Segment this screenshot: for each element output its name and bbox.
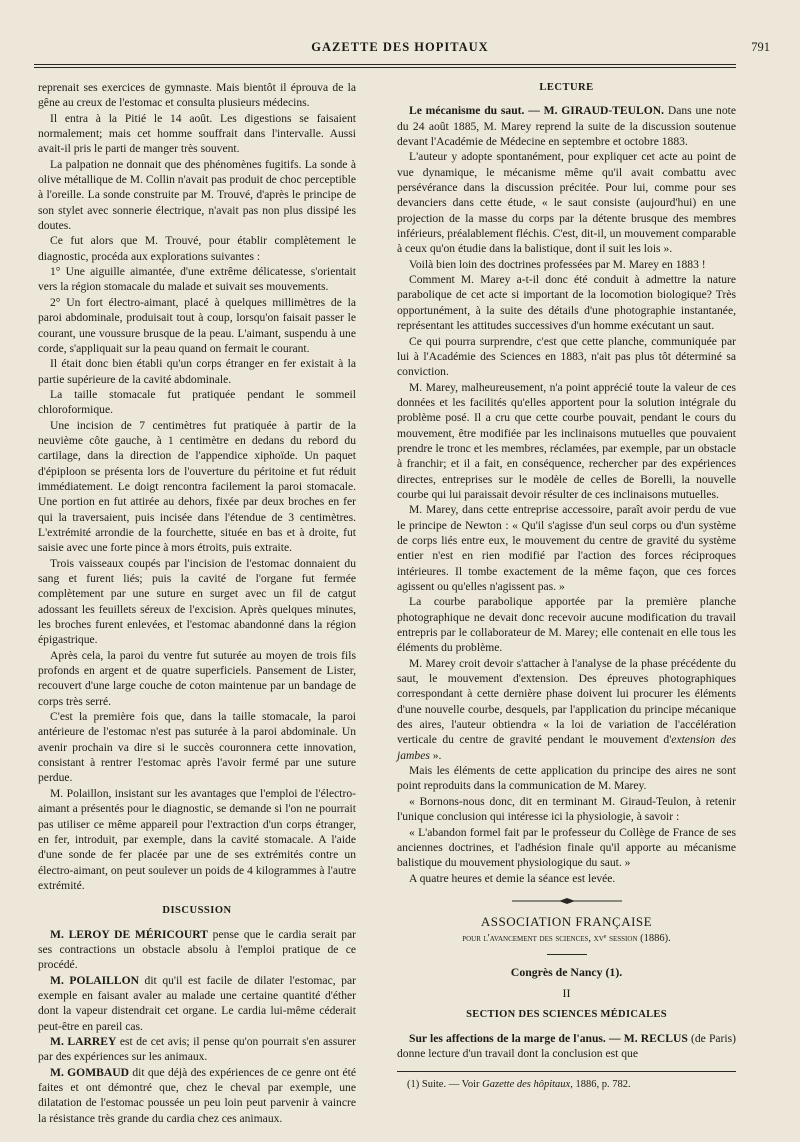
paragraph: Après cela, la paroi du ventre fut suturée au moyen de trois fils profonds en argent et de quatre superficiels. Pansement de Lister, recouvert d'une large couche de coton maintenue par un bandage de corps très serré. [38, 648, 356, 708]
paragraph: M. Polaillon, insistant sur les avantages que l'emploi de l'électro-aimant a présentés pour le diagnostic, se demande si l'on ne pourrait pas utiliser ce même appareil pour l'extraction d'un corps étranger, en fer, introduit, par exemple, dans la cavité stomacale. A l'aide d'une sonde de fer placée par une de ses extrémités contre un électro-aimant, on peut soulever un poids de 4 kilogrammes à l'autre extrémité. [38, 786, 356, 892]
left-column [38, 80, 356, 1126]
paragraph: M. Marey, malheureusement, n'a point apprécié toute la valeur de ces données et les facilités qu'elles apportent pour la solution intégrale du problème posé. Il a cru que cette courbe pouvait, pendant le cours du mouvement, être modifiée par les inclinaisons mutuelles que pouvaient prendre le tronc et les membres, réclamées, par exemple, par un obstacle à franchir; et il a fait, en conséquence, rechercher par des expériences directes, entreprises sur le modèle de celles de Borelli, la nouvelle courbe qui lui paraissait devoir résulter de ces inclinaisons mutuelles. [397, 380, 736, 501]
section-title: SECTION DES SCIENCES MÉDICALES [466, 1009, 667, 1021]
footnote-rule [397, 1071, 736, 1072]
discussion-text: est de cet avis; il pense qu'on pourrait s'en assurer par des expériences sur les animaux. [38, 1034, 356, 1064]
running-head: GAZETTE DES HOPITAUX [311, 40, 489, 54]
final-text: (de Paris) donne lecture d'un travail dont la conclusion est que [397, 1031, 737, 1060]
association-title: ASSOCIATION FRANÇAISE [480, 913, 653, 929]
header-rule-bottom [34, 67, 736, 68]
discussion-entry [38, 927, 356, 973]
discussion-heading: DISCUSSION [162, 905, 232, 917]
discussion-text: pense que le cardia serait par ses contractions un obstacle absolu à l'emploi pratique de ce procédé. [38, 927, 356, 972]
lecture-intro [397, 103, 736, 149]
speaker-name: M. POLAILLON [50, 973, 139, 987]
ornament-divider [512, 898, 622, 904]
paragraph-with-italic [397, 656, 736, 763]
final-title: Sur les affections de la marge de l'anus. — M. RECLUS [409, 1031, 688, 1045]
section-number: II [562, 985, 571, 1000]
paragraph-tail: ». [429, 748, 442, 762]
paragraph: A quatre heures et demie la séance est levée. [409, 871, 616, 885]
discussion-text: dit que déjà des expériences de ce genre ont été faites et ont démontré que, chez le cheval par exemple, une dilatation de l'estomac poussée un peu loin peut parvenir à vaincre la résistance très grande du cardia chez ces animaux. [38, 1065, 356, 1125]
paragraph: Ce fut alors que M. Trouvé, pour établir complètement le diagnostic, procéda aux explorations suivantes : [38, 234, 356, 263]
paragraph: 2° Un fort électro-aimant, placé à quelques millimètres de la paroi abdominale, produisait tout à coup, lorsqu'on faisait passer le courant, une voussure brusque de la peau. L'aimant, suspendu à une corde, s'appliquait sur la peau quand on fermait le courant. [38, 295, 356, 355]
right-column [397, 80, 736, 1093]
paragraph: « L'abandon formel fait par le professeur du Collège de France de ses anciennes doctrines, et l'adhésion finale qu'il apporte au mécanisme balistique du mouvement physiologique du saut. » [397, 825, 736, 870]
paragraph: Comment M. Marey a-t-il donc été conduit à admettre la nature parabolique de cet acte si important de la locomotion biologique? Très opportunément, à la suite des détails d'une photographie instantanée, représentant les attitudes successives d'un homme exécutant un saut. [397, 273, 736, 333]
discussion-entry [38, 1034, 356, 1065]
paragraph-text: M. Marey croit devoir s'attacher à l'analyse de la phase précédente du saut, le mouvement d'extension. Des épreuves photographiques correspondant à cette dernière phase doivent lui procurer les éléments d'une nouvelle courbe, desquels, par l'application du principe mécanique des aires, l'auteur obtiendra « la loi de variation de l'accélération verticale du centre de gravité pendant le mouvement d' [397, 656, 736, 747]
paragraph: C'est la première fois que, dans la taille stomacale, la paroi antérieure de l'estomac n'est pas suturée à la paroi abdominale. Un avenir prochain va dire si le succès couronnera cette innovation, consistant à rentrer l'estomac après l'avoir fermé par une suture perdue. [38, 710, 356, 785]
footnote-lead: (1) Suite. — Voir [407, 1079, 483, 1091]
paragraph: La palpation ne donnait que des phénomènes fugitifs. La sonde à olive métallique de M. Collin n'avait pas produit de choc perceptible à l'oreille. La sonde construite par M. Trouvé, d'après le principe de son stylet avec sonnerie électrique, n'avait pas non plus dissipé les doutes. [38, 157, 356, 233]
paragraph: Ce qui pourra surprendre, c'est que cette planche, communiquée par lui à l'Académie des Sciences en 1883, n'ait pas plus tôt déterminé sa conviction. [397, 334, 736, 379]
italic-phrase: extension des jambes [397, 733, 736, 762]
paragraph: 1° Une aiguille aimantée, d'une extrême délicatesse, s'orientait vers la région stomacale du malade et suivait ses mouvements. [38, 265, 356, 294]
paragraph: La taille stomacale fut pratiquée pendant le sommeil chloroformique. [38, 387, 356, 417]
footnote [397, 1077, 736, 1092]
speaker-name: M. LEROY DE MÉRICOURT [50, 927, 208, 941]
lecture-title: Le mécanisme du saut. — M. GIRAUD-TEULON. [409, 104, 665, 118]
paragraph: Trois vaisseaux coupés par l'incision de l'estomac donnaient du sang et furent liés; puis la cavité de l'organe fut fermée complètement par une suture en surget avec un fil de catgut adossant les feuillets séreux de l'excision. Après quelques minutes, les broches furent enlevées, et l'estomac abandonné dans la région épigastrique. [38, 556, 356, 647]
paragraph: Il entra à la Pitié le 14 août. Les digestions se faisaient normalement; mais cet homme souffrait dans l'intervalle. Aussi avait-il pris le parti de manger très souvent. [38, 111, 356, 156]
lecture-heading: LECTURE [539, 82, 594, 93]
speaker-name: M. GOMBAUD [50, 1065, 129, 1079]
short-rule [547, 954, 587, 955]
paragraph: Il était donc bien établi qu'un corps étranger en fer existait à la partie supérieure de la cavité abdominale. [38, 357, 356, 386]
paragraph: M. Marey, dans cette entreprise accessoire, paraît avoir perdu de vue le principe de Newton : « Qu'il s'agisse d'un seul corps ou d'un système de corps liés entre eux, le mouvement du centre de gravité du système entier n'est en rien modifié par l'action des forces réciproques intérieures. Il tombe exactement de la même façon, que ces forces agissent ou qu'elles n'agissent pas. » [397, 503, 736, 593]
page-number: 791 [751, 40, 770, 54]
congres-title: Congrès de Nancy (1). [510, 964, 623, 979]
speaker-name: M. LARREY [50, 1034, 117, 1048]
paragraph: reprenait ses exercices de gymnaste. Mais bientôt il éprouva de la gêne au creux de l'estomac et consulta plusieurs médecins. [38, 81, 356, 110]
header-rule-top [34, 64, 736, 65]
paragraph: L'auteur y adopte spontanément, pour expliquer cet acte au point de vue dynamique, le mécanisme même qu'il avait combattu avec persévérance dans la discussion précitée. Pour lui, comme pour ses devanciers dans cette étude, « le saut consiste (aujourd'hui) en une projection de la masse du corps par la détente brusque des membres inférieurs, préalablement fléchis. C'est, dit-il, un mouvement comparable à ceux qu'on étudie dans la balistique, dont il suit les lois ». [397, 150, 736, 256]
lecture-intro-text: Dans une note du 24 août 1885, M. Marey reprend la suite de la discussion soutenue devant l'Académie de Médecine en septembre et octobre 1883. [397, 104, 736, 149]
association-subtitle: pour l'avancement des sciences, xvᵉ session (1886). [462, 933, 671, 945]
paragraph: Une incision de 7 centimètres fut pratiquée à partir de la neuvième côte gauche, à 1 centimètre en dedans du rebord du cartilage, dans la direction de l'appendice xiphoïde. Un paquet d'épiploon se présenta lors de l'ouverture du péritoine et fut réduit immédiatement. Le doigt rencontra facilement la paroi stomacale. Une portion en fut attirée au dehors, fixée par deux broches en fer qui la traversaient, puis incisée dans l'étendue de 3 centimètres. L'extrémité arrondie de la fourchette, située en bas et à droite, fut saisie avec une forte pince à mors étroits, puis extraite. [38, 418, 356, 555]
paragraph: Voilà bien loin des doctrines professées par M. Marey en 1883 ! [409, 257, 706, 271]
paragraph: Mais les éléments de cette application du principe des aires ne sont point reproduits dans la communication de M. Marey. [397, 764, 736, 793]
discussion-entry [38, 973, 356, 1034]
paragraph: La courbe parabolique apportée par la première planche photographique ne devait donc recevoir aucune modification du travail entrepris par le collaborateur de M. Marey; elle contenait en elle tous les éléments du problème. [397, 595, 736, 655]
footnote-tail: 1886, p. 782. [572, 1079, 631, 1091]
paragraph: « Bornons-nous donc, dit en terminant M. Giraud-Teulon, à retenir l'unique conclusion qui intéresse ici la physiologie, à savoir : [397, 794, 736, 824]
final-paragraph [397, 1031, 736, 1062]
footnote-journal: Gazette des hôpitaux, [482, 1079, 573, 1091]
discussion-entry [38, 1065, 356, 1126]
discussion-text: dit qu'il est facile de dilater l'estomac, par exemple en faisant avaler au malade une certaine quantité d'éther dont la vapeur distendrait cet organe. Le cardia lui-même céderait peut-être en pareil cas. [38, 973, 356, 1033]
